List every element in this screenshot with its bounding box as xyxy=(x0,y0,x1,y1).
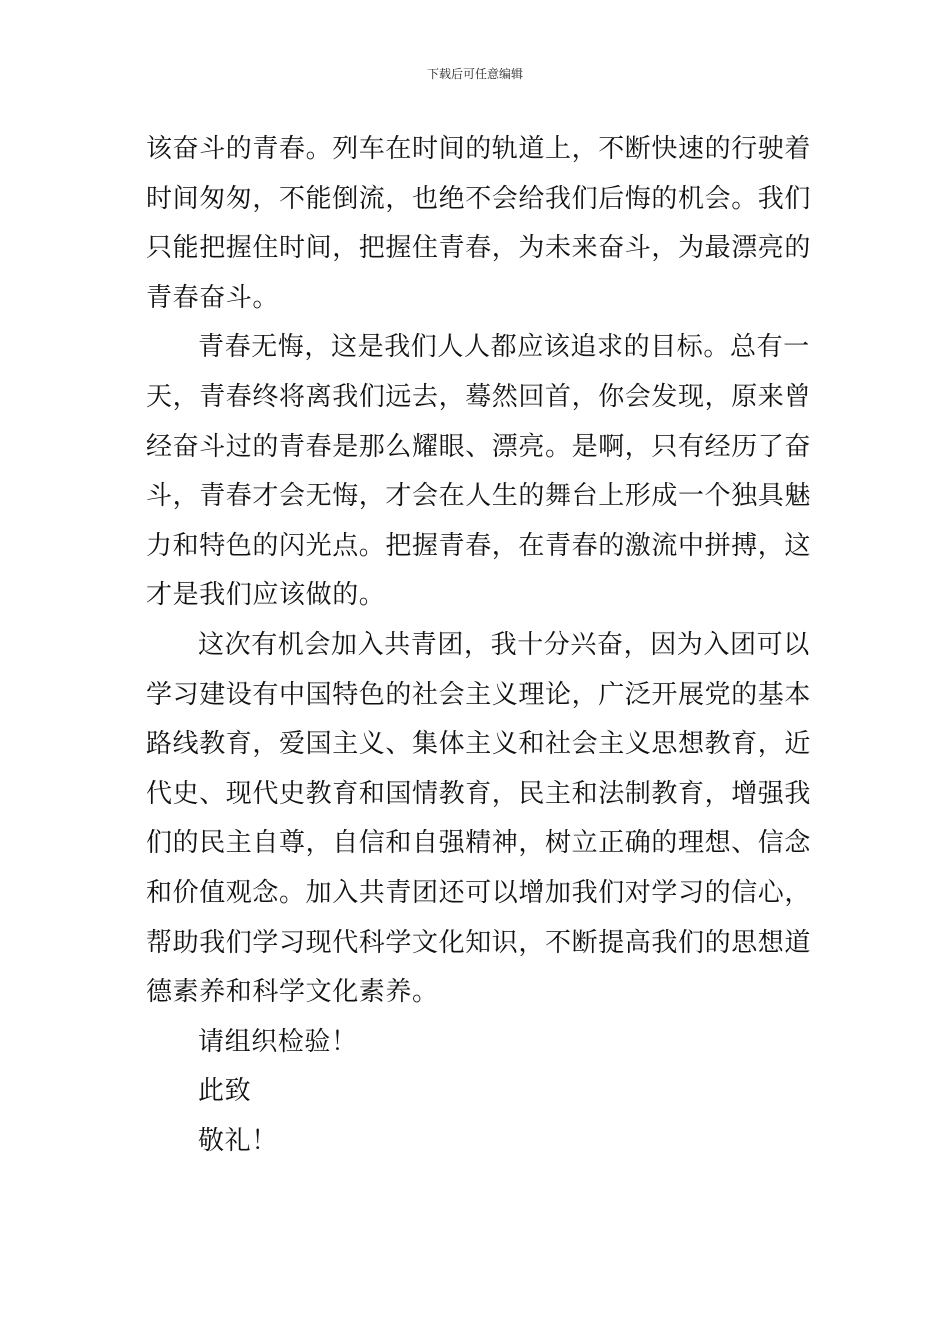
text-line: 帮助我们学习现代科学文化知识，不断提高我们的思想道 xyxy=(146,927,812,958)
text-line: 路线教育，爱国主义、集体主义和社会主义思想教育，近 xyxy=(146,729,812,760)
text-line: 德素养和科学文化素养。 xyxy=(146,977,439,1008)
text-line: 天，青春终将离我们远去，蓦然回首，你会发现，原来曾 xyxy=(146,381,812,412)
text-line: 经奋斗过的青春是那么耀眼、漂亮。是啊，只有经历了奋 xyxy=(146,431,812,462)
text-line: 青春无悔，这是我们人人都应该追求的目标。总有一 xyxy=(198,332,810,363)
page-header xyxy=(0,66,950,82)
paragraph-2 xyxy=(146,323,812,621)
closing-salute: 敬礼！ xyxy=(198,1125,278,1156)
closing-request: 请组织检验！ xyxy=(198,1026,358,1057)
text-line: 这次有机会加入共青团，我十分兴奋，因为入团可以 xyxy=(198,629,810,660)
letter-body xyxy=(146,125,812,1166)
text-line: 才是我们应该做的。 xyxy=(146,580,386,611)
text-line: 力和特色的闪光点。把握青春，在青春的激流中拼搏，这 xyxy=(146,530,812,561)
closing-to: 此致 xyxy=(198,1076,252,1107)
paragraph-1 xyxy=(146,125,812,323)
text-line: 青春奋斗。 xyxy=(146,282,280,313)
text-line: 学习建设有中国特色的社会主义理论，广泛开展党的基本 xyxy=(146,679,812,710)
text-line: 斗，青春才会无悔，才会在人生的舞台上形成一个独具魅 xyxy=(146,481,812,512)
text-line: 们的民主自尊，自信和自强精神，树立正确的理想、信念 xyxy=(146,828,812,859)
text-line: 代史、现代史教育和国情教育，民主和法制教育，增强我 xyxy=(146,778,812,809)
paragraph-3 xyxy=(146,621,812,1018)
text-line: 该奋斗的青春。列车在时间的轨道上，不断快速的行驶着 xyxy=(146,134,812,164)
header-label: 下载后可任意编辑 xyxy=(426,67,523,81)
text-line: 时间匆匆，不能倒流，也绝不会给我们后悔的机会。我们 xyxy=(146,183,812,214)
text-line: 只能把握住时间，把握住青春，为未来奋斗，为最漂亮的 xyxy=(146,233,812,264)
text-line: 和价值观念。加入共青团还可以增加我们对学习的信心， xyxy=(146,877,812,908)
